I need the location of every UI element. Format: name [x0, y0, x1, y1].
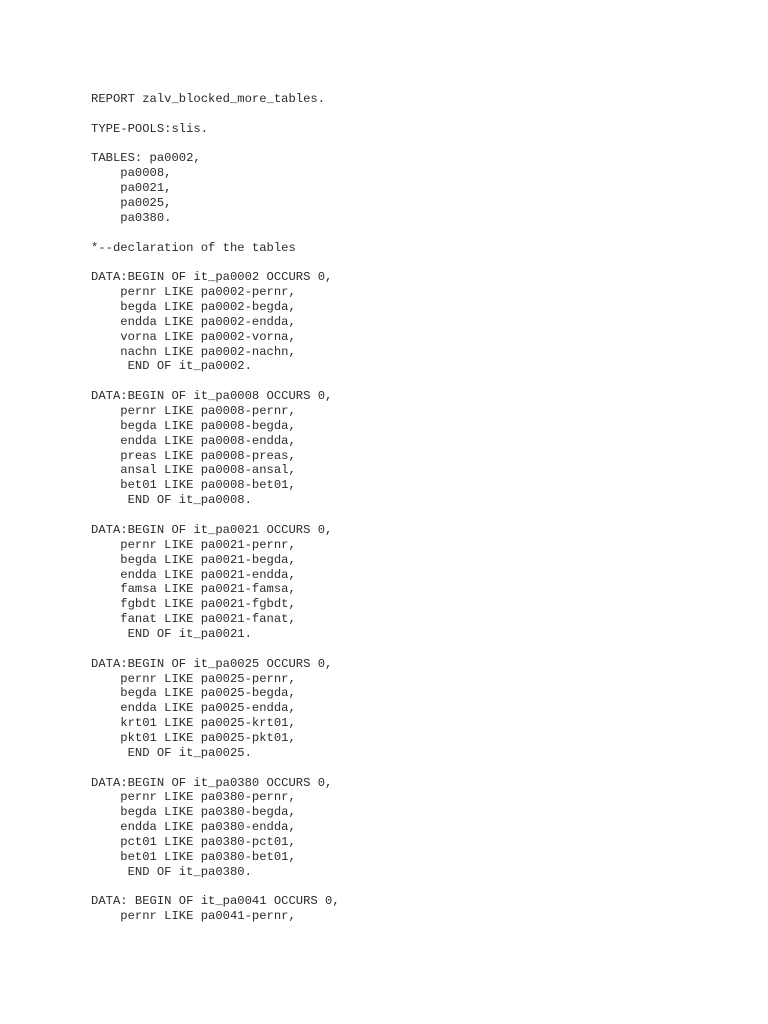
code-line — [91, 374, 731, 389]
code-line: krt01 LIKE pa0025-krt01, — [91, 716, 296, 731]
code-line: DATA:BEGIN OF it_pa0002 OCCURS 0, — [91, 270, 333, 285]
code-line: pa0021, — [91, 181, 172, 196]
code-line: pernr LIKE pa0380-pernr, — [91, 790, 296, 805]
code-line: TYPE-POOLS:slis. — [91, 121, 209, 136]
code-line — [91, 761, 731, 776]
code-line: begda LIKE pa0025-begda, — [91, 686, 296, 701]
code-line: END OF it_pa0380. — [91, 864, 252, 879]
source-code-listing — [91, 92, 731, 924]
code-line: pa0380. — [91, 210, 172, 225]
code-line: endda LIKE pa0380-endda, — [91, 820, 296, 835]
code-line: preas LIKE pa0008-preas, — [91, 448, 296, 463]
code-line: pernr LIKE pa0021-pernr, — [91, 537, 296, 552]
code-line: DATA:BEGIN OF it_pa0008 OCCURS 0, — [91, 389, 333, 404]
code-line — [91, 137, 731, 152]
code-line: DATA:BEGIN OF it_pa0021 OCCURS 0, — [91, 522, 333, 537]
code-line: endda LIKE pa0021-endda, — [91, 567, 296, 582]
code-line — [91, 880, 731, 895]
code-line: REPORT zalv_blocked_more_tables. — [91, 92, 326, 106]
code-line: pernr LIKE pa0002-pernr, — [91, 285, 296, 300]
code-line: begda LIKE pa0008-begda, — [91, 418, 296, 433]
code-line: END OF it_pa0021. — [91, 626, 252, 641]
code-line: pct01 LIKE pa0380-pct01, — [91, 834, 296, 849]
code-line: END OF it_pa0002. — [91, 359, 252, 374]
code-line — [91, 255, 731, 270]
code-line: DATA:BEGIN OF it_pa0380 OCCURS 0, — [91, 775, 333, 790]
code-line: pernr LIKE pa0008-pernr, — [91, 404, 296, 419]
code-line: endda LIKE pa0008-endda, — [91, 433, 296, 448]
code-line: *--declaration of the tables — [91, 240, 296, 255]
code-line: DATA:BEGIN OF it_pa0025 OCCURS 0, — [91, 656, 333, 671]
code-line: pa0025, — [91, 196, 172, 211]
code-line: begda LIKE pa0021-begda, — [91, 552, 296, 567]
code-line: pa0008, — [91, 166, 172, 181]
code-line — [91, 508, 731, 523]
code-line: begda LIKE pa0380-begda, — [91, 805, 296, 820]
code-line: famsa LIKE pa0021-famsa, — [91, 582, 296, 597]
code-line: DATA: BEGIN OF it_pa0041 OCCURS 0, — [91, 894, 340, 909]
code-line: bet01 LIKE pa0008-bet01, — [91, 478, 296, 493]
code-line: begda LIKE pa0002-begda, — [91, 300, 296, 315]
code-line: nachn LIKE pa0002-nachn, — [91, 344, 296, 359]
code-line: pernr LIKE pa0025-pernr, — [91, 671, 296, 686]
code-line: pkt01 LIKE pa0025-pkt01, — [91, 730, 296, 745]
code-line — [91, 107, 731, 122]
code-line: vorna LIKE pa0002-vorna, — [91, 329, 296, 344]
code-line: fanat LIKE pa0021-fanat, — [91, 612, 296, 627]
code-line — [91, 642, 731, 657]
code-line: pernr LIKE pa0041-pernr, — [91, 909, 296, 924]
code-line: bet01 LIKE pa0380-bet01, — [91, 849, 296, 864]
code-line: END OF it_pa0008. — [91, 493, 252, 508]
code-line — [91, 226, 731, 241]
code-line: endda LIKE pa0025-endda, — [91, 701, 296, 716]
code-line: END OF it_pa0025. — [91, 745, 252, 760]
code-line: ansal LIKE pa0008-ansal, — [91, 463, 296, 478]
code-line: TABLES: pa0002, — [91, 151, 201, 166]
code-line: endda LIKE pa0002-endda, — [91, 314, 296, 329]
code-line: fgbdt LIKE pa0021-fgbdt, — [91, 597, 296, 612]
